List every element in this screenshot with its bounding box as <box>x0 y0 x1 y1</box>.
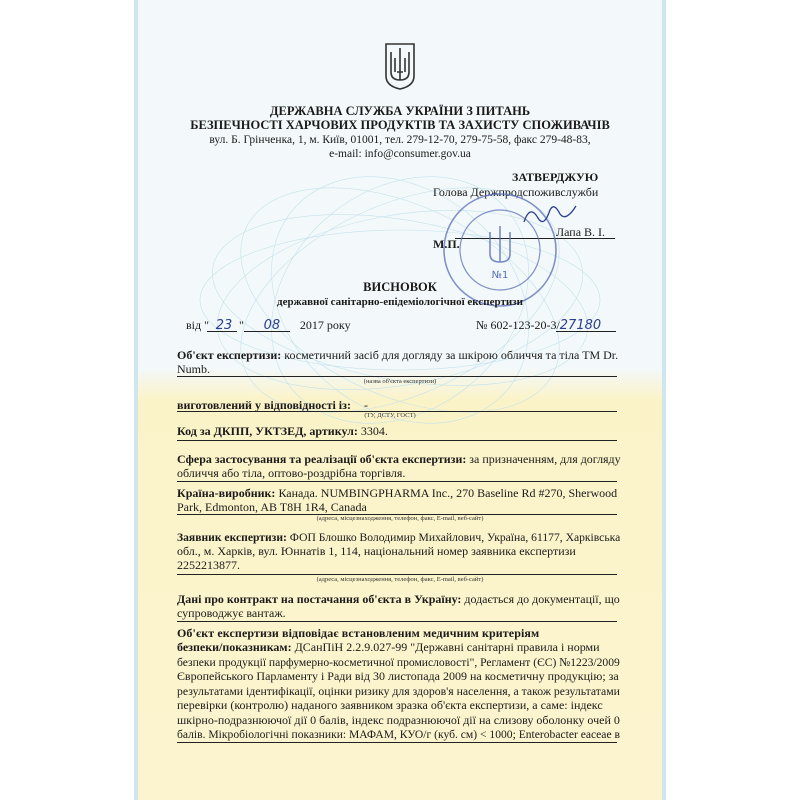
conclusion-line2-text: ДСанПіН 2.2.9.027-99 "Державні санітарні правила і норми <box>291 640 600 654</box>
applicant-value-line2: обл., м. Харків, вул. Юннатів 1, 114, національний номер заявника експертизи <box>177 544 576 558</box>
object-row <box>177 348 618 362</box>
stamp-number: №1 <box>491 270 509 281</box>
conclusion-line3: безпеки продукції парфумерно-косметичної промисловості", Регламент (ЄС) №1223/2009 <box>177 655 620 669</box>
object-value-line2: Numb. <box>177 362 210 376</box>
month-underline <box>244 331 290 332</box>
object-underline <box>177 376 617 377</box>
object-label: Об'єкт експертизи: <box>177 348 282 362</box>
made-caption: (ТУ, ДСТУ, ГОСТ) <box>364 412 416 419</box>
country-caption: (адреса, місцезнаходження, телефон, факс, E-mail, веб-сайт) <box>316 515 484 522</box>
contract-label: Дані про контракт на постачання об'єкта в Україну: <box>177 592 462 606</box>
code-underline <box>177 440 617 441</box>
number-prefix: № 602-123-20-3/ <box>476 318 560 332</box>
number-handwritten: 27180 <box>559 318 602 333</box>
document-subtitle: державної санітарно-епідеміологічної експертизи <box>277 296 523 308</box>
code-value: 3304. <box>360 424 388 438</box>
made-value: - <box>363 398 368 412</box>
date-prefix: від " <box>186 318 210 332</box>
scope-row <box>177 452 621 466</box>
conclusion-line4: Європейського Парламенту і Ради від 30 листопада 2009 на косметичну продукцію; за <box>177 669 619 683</box>
country-value: Канада. NUMBINGPHARMA Inc., 270 Baseline Rd #270, Sherwood <box>278 486 618 500</box>
scope-underline <box>177 481 617 482</box>
contract-row <box>177 592 620 606</box>
conclusion-underline <box>177 742 617 743</box>
document-title: ВИСНОВОК <box>363 280 437 294</box>
day-underline <box>207 331 237 332</box>
contract-value: додається до документації, що <box>464 592 620 606</box>
country-label: Країна-виробник: <box>177 486 276 500</box>
applicant-label: Заявник експертизи: <box>177 530 287 544</box>
conclusion-line6: перевірки (контролю) наданого заявником зразка об'єкта експертизи, а саме: індекс <box>177 698 603 712</box>
scope-value-line2: обличчя або тіла, оптово-роздрібна торгівля. <box>177 466 406 480</box>
signature-scribble <box>520 200 580 230</box>
agency-title-line2: БЕЗПЕЧНОСТІ ХАРЧОВИХ ПРОДУКТІВ ТА ЗАХИСТУ СПОЖИВАЧІВ <box>190 118 610 132</box>
code-row <box>177 424 388 438</box>
scope-label: Сфера застосування та реалізації об'єкта експертизи: <box>177 452 467 466</box>
conclusion-line5: результатами ідентифікації, оцінки ризику для здоров'я населення, а також результатами <box>177 684 620 698</box>
date-quote: " <box>239 318 244 332</box>
applicant-caption: (адреса, місцезнаходження, телефон, факс, E-mail, веб-сайт) <box>316 576 484 583</box>
agency-email: e-mail: info@consumer.gov.ua <box>329 148 471 160</box>
date-year: 2017 року <box>299 318 351 332</box>
agency-address: вул. Б. Грінченка, 1, м. Київ, 01001, тел. 279-12-70, 279-75-58, факс 279-48-83, <box>209 134 591 146</box>
applicant-value: ФОП Блошко Володимир Михайлович, Україна, 61177, Харківська <box>289 530 621 544</box>
applicant-value-line3: 2252213877. <box>177 558 240 572</box>
conclusion-line7: шкірно-подразнюючої дії 0 балів, індекс подразнюючої дії на слизову оболонку очей 0 <box>177 713 620 727</box>
applicant-row <box>177 530 620 544</box>
contract-value-line2: супроводжує вантаж. <box>177 606 286 620</box>
applicant-underline <box>177 574 617 575</box>
made-row <box>177 398 368 412</box>
conclusion-line2-label: безпеки/показникам: <box>177 640 292 654</box>
object-caption: (назва об'єкта експертизи) <box>363 378 437 385</box>
object-value: косметичний засіб для догляду за шкірою обличчя та тіла ТМ Dr. <box>284 348 619 362</box>
made-label: виготовлений у відповідності із: <box>177 398 351 412</box>
approval-position: Голова Держпродспоживслужби <box>433 185 599 199</box>
conclusion-line2 <box>177 640 600 654</box>
trident-emblem-icon <box>383 42 417 90</box>
agency-title-line1: ДЕРЖАВНА СЛУЖБА УКРАЇНИ З ПИТАНЬ <box>269 104 531 118</box>
date-month: 08 <box>263 318 281 333</box>
scope-value: за призначенням, для догляду <box>469 452 621 466</box>
code-label: Код за ДКПП, УКТЗЕД, артикул: <box>177 424 358 438</box>
contract-underline <box>177 621 617 622</box>
country-value-line2: Park, Edmonton, AB T8H 1R4, Canada <box>177 500 367 514</box>
conclusion-line1: Об'єкт експертизи відповідає встановленим медичним критеріям <box>177 626 540 640</box>
country-row <box>177 486 617 500</box>
stamp-mp-label: М.П. <box>433 237 460 251</box>
approval-name: Лапа В. І. <box>556 225 606 239</box>
approval-title: ЗАТВЕРДЖУЮ <box>512 170 599 184</box>
number-underline <box>556 331 616 332</box>
date-day: 23 <box>215 318 233 333</box>
conclusion-line8: балів. Мікробіологічні показники: МАФАМ, КУО/г (куб. см) < 1000; Enterobacter eaceae в <box>177 727 620 741</box>
